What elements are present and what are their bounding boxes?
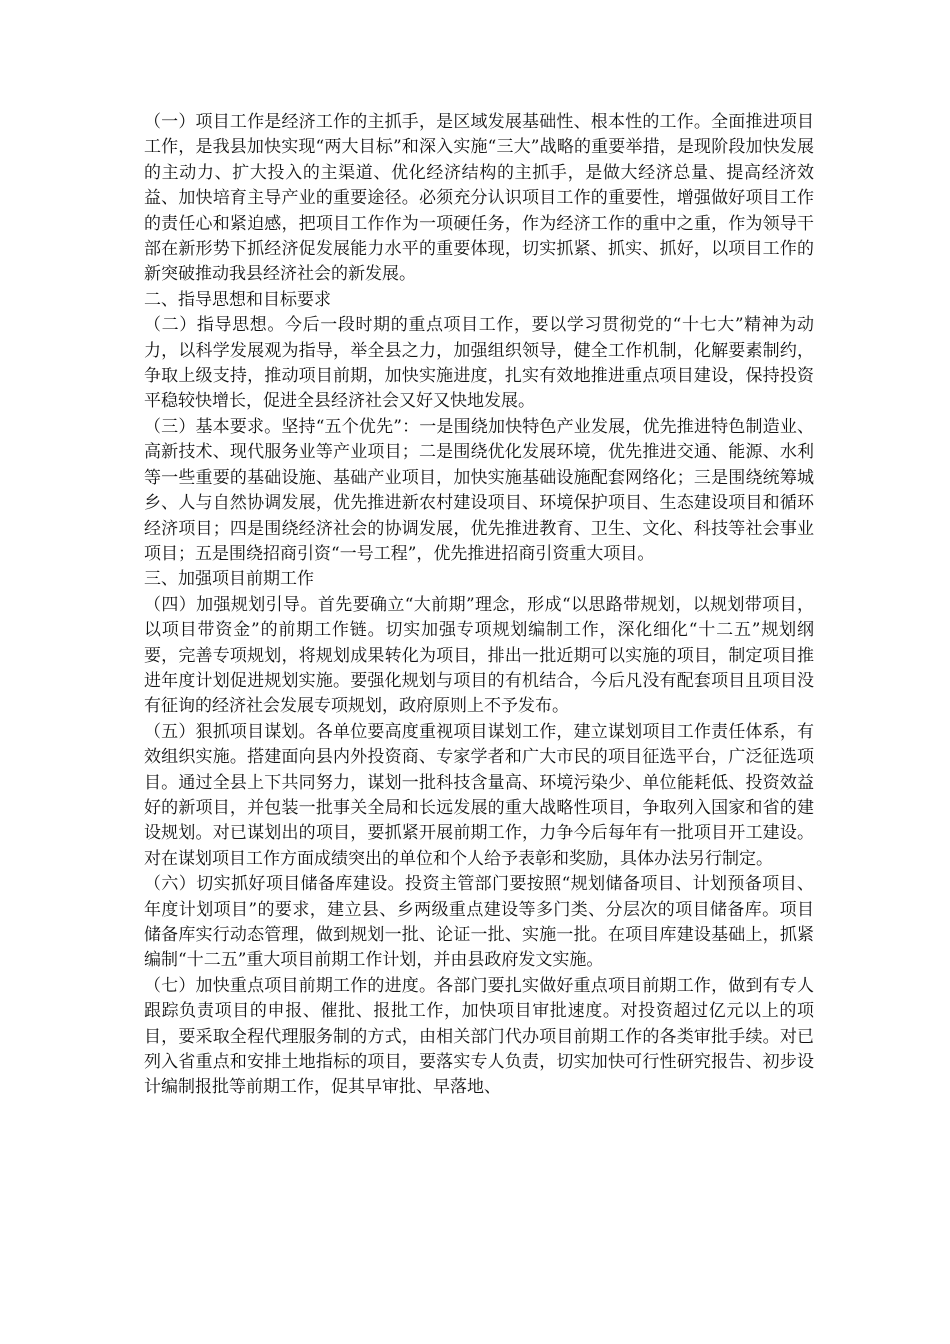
paragraph-planning-guidance: （四）加强规划引导。首先要确立“大前期”理念，形成“以思路带规划，以规划带项目，以项目带资金”的前期工作链。切实加强专项规划编制工作，深化细化“十二五”规划纲要，完善专项规划，将规划成果转化为项目，排出一批近期可以实施的项目，制定项目推进年度计划促进规划实施。要强化规划与项目的有机结合，今后凡没有配套项目且项目没有征询的经济社会发展专项规划，政府原则上不予发布。 bbox=[144, 594, 814, 717]
paragraph-preliminary-work: （七）加快重点项目前期工作的进度。各部门要扎实做好重点项目前期工作，做到有专人跟踪负责项目的申报、催批、报批工作，加快项目审批速度。对投资超过亿元以上的项目，要采取全程代理服务制的方式，由相关部门代办项目前期工作的各类审批手续。对已列入省重点和安排土地指标的项目，要落实专人负责，切实加快可行性研究报告、初步设计编制报批等前期工作，促其早审批、早落地、 bbox=[144, 975, 814, 1098]
document-body bbox=[144, 110, 814, 1101]
paragraph-project-reserve: （六）切实抓好项目储备库建设。投资主管部门要按照“规划储备项目、计划预备项目、年度计划项目”的要求，建立县、乡两级重点建设等多门类、分层次的项目储备库。项目储备库实行动态管理，做到规划一批、论证一批、实施一批。在项目库建设基础上，抓紧编制“十二五”重大项目前期工作计划，并由县政府发文实施。 bbox=[144, 874, 814, 971]
section-heading-3: 三、加强项目前期工作 bbox=[144, 569, 314, 590]
section-heading-2: 二、指导思想和目标要求 bbox=[144, 289, 331, 310]
paragraph-project-planning: （五）狠抓项目谋划。各单位要高度重视项目谋划工作，建立谋划项目工作责任体系，有效组织实施。搭建面向县内外投资商、专家学者和广大市民的项目征选平台，广泛征选项目。通过全县上下共同努力，谋划一批科技含量高、环境污染少、单位能耗低、投资效益好的新项目，并包装一批事关全局和长远发展的重大战略性项目，争取列入国家和省的建设规划。对已谋划出的项目，要抓紧开展前期工作，力争今后每年有一批项目开工建设。对在谋划项目工作方面成绩突出的单位和个人给予表彰和奖励，具体办法另行制定。 bbox=[144, 721, 814, 869]
paragraph-basic-requirements: （三）基本要求。坚持“五个优先”：一是围绕加快特色产业发展，优先推进特色制造业、高新技术、现代服务业等产业项目；二是围绕优化发展环境，优先推进交通、能源、水利等一些重要的基础设施、基础产业项目，加快实施基础设施配套网络化；三是围绕统筹城乡、人与自然协调发展，优先推进新农村建设项目、环境保护项目、生态建设项目和循环经济项目；四是围绕经济社会的协调发展，优先推进教育、卫生、文化、科技等社会事业项目；五是围绕招商引资“一号工程”，优先推进招商引资重大项目。 bbox=[144, 416, 814, 564]
paragraph-1: （一）项目工作是经济工作的主抓手，是区域发展基础性、根本性的工作。全面推进项目工作，是我县加快实现“两大目标”和深入实施“三大”战略的重要举措，是现阶段加快发展的主动力、扩大投入的主渠道、优化经济结构的主抓手，是做大经济总量、提高经济效益、加快培育主导产业的重要途径。必须充分认识项目工作的重要性，增强做好项目工作的责任心和紧迫感，把项目工作作为一项硬任务，作为经济工作的重中之重，作为领导干部在新形势下抓经济促发展能力水平的重要体现，切实抓紧、抓实、抓好，以项目工作的新突破推动我县经济社会的新发展。 bbox=[144, 112, 814, 285]
paragraph-guiding-thought: （二）指导思想。今后一段时期的重点项目工作，要以学习贯彻党的“十七大”精神为动力，以科学发展观为指导，举全县之力，加强组织领导，健全工作机制，化解要素制约，争取上级支持，推动项目前期，加快实施进度，扎实有效地推进重点项目建设，保持投资平稳较快增长，促进全县经济社会又好又快地发展。 bbox=[144, 315, 814, 412]
